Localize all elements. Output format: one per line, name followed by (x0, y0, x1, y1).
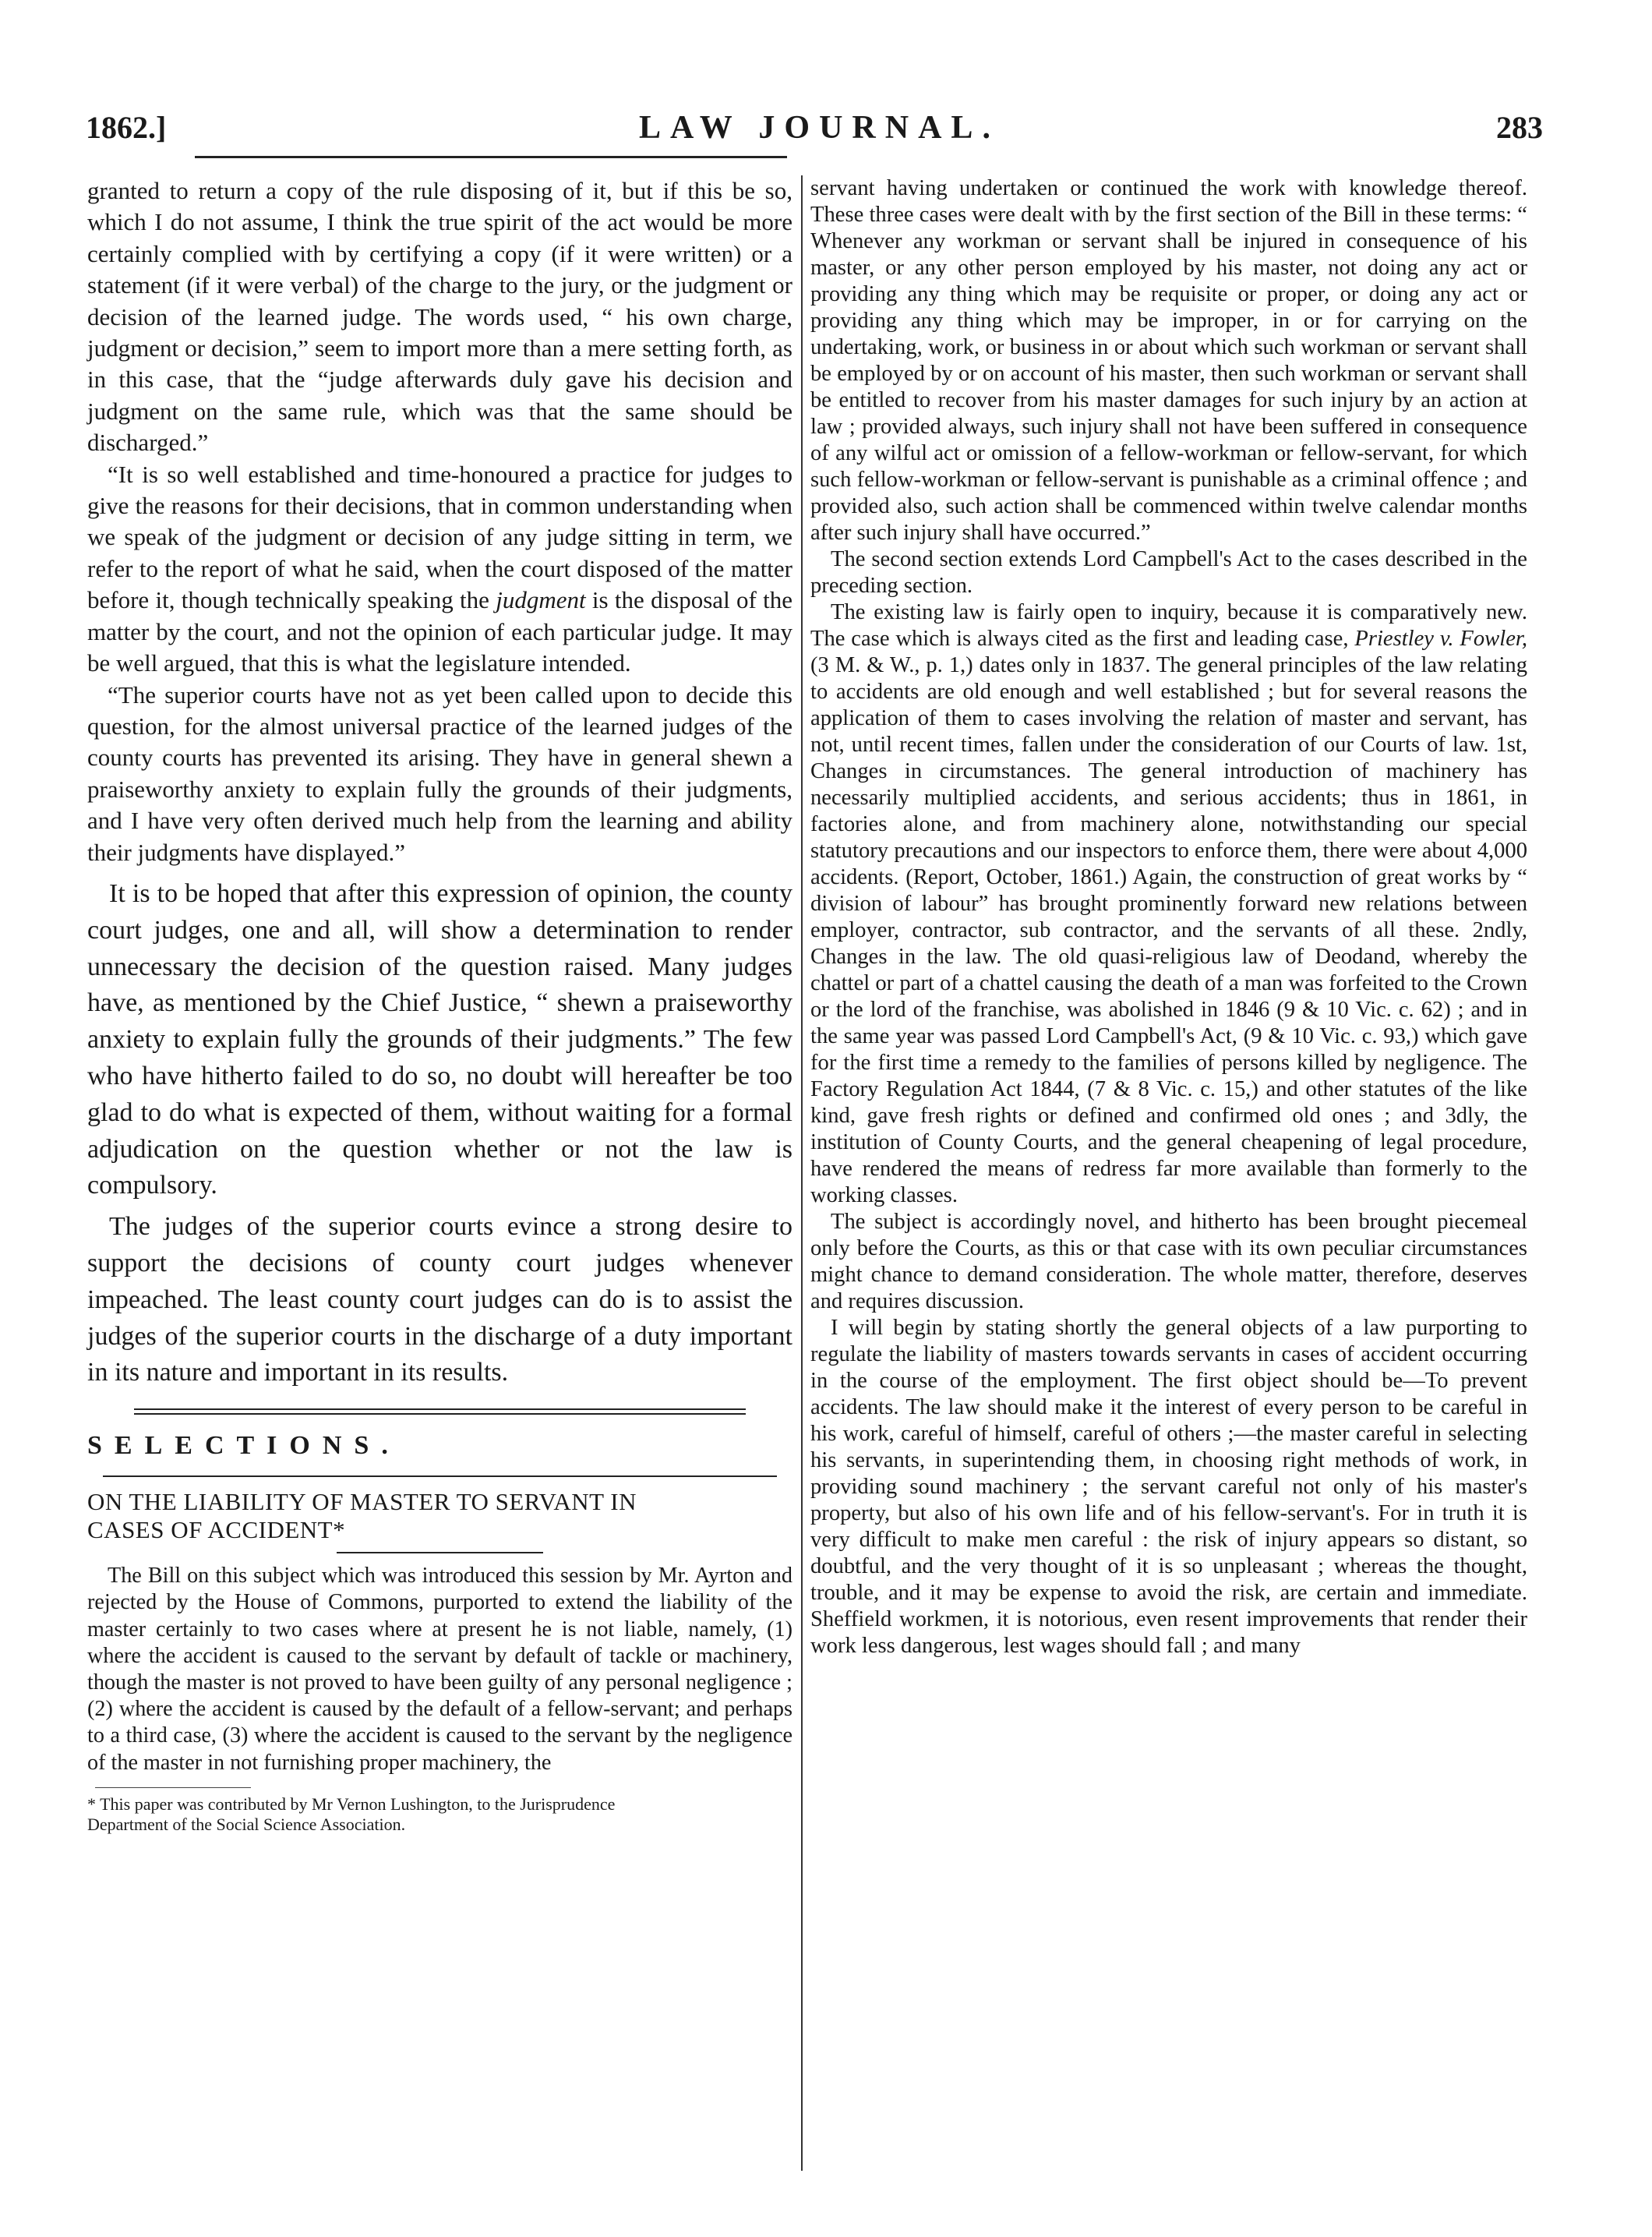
footnote: * This paper was contributed by Mr Vernon Lushington, to the Jurisprudence Department of the Social Science Association. (87, 1793, 616, 1834)
column-divider (801, 175, 803, 2171)
paragraph: “It is so well established and time-honoured a practice for judges to give the reasons for their decisions, that in common understanding when we speak of the judgment or decision of any judge sitting in term, we refer to the report of what he said, when the court disposed of the matter before it, though technically speaking the judgment is the disposal of the matter by the court, and not the opinion of each particular judge. It may be well argued, that this is what the legislature intended. (87, 460, 793, 677)
paragraph: The second section extends Lord Campbell's Act to the cases described in the preceding section. (810, 547, 1527, 598)
page-number: 283 (1496, 110, 1543, 145)
right-column (810, 175, 1527, 1659)
editorial-block (87, 876, 792, 1391)
title-rule (337, 1552, 543, 1553)
paragraph: granted to return a copy of the rule disposing of it, but if this be so, which I do not assume, I think the true spirit of the act would be more certainly complied with by certifying a copy (if it were written) or a statement (if it were verbal) of the charge to the jury, or the judgment or decision of the learned judge. The words used, “ his own charge, judgment or decision,” seem to import more than a mere setting forth, as in this case, that the “judge afterwards duly gave his decision and judgment on the same rule, which was that the same should be discharged.” (87, 177, 792, 457)
section-rule (134, 1408, 746, 1415)
article-title: ON THE LIABILITY OF MASTER TO SERVANT IN CASES OF ACCIDENT* (87, 1488, 637, 1544)
section-heading: SELECTIONS. (87, 1431, 401, 1461)
paragraph: It is to be hoped that after this expression of opinion, the county court judges, one and all, will show a determination to render unnecessary the decision of the question raised. Many judges have, as mentioned by the Chief Justice, “ shewn a praiseworthy anxiety to explain fully the grounds of their judgments.” The few who have hitherto failed to do so, no doubt will hereafter be too glad to do what is expected of them, without waiting for a formal adjudication on the question whether or not the law is compulsory. (87, 878, 792, 1200)
paragraph: The judges of the superior courts evince a strong desire to support the decisions of county court judges whenever impeached. The least county court judges can do is to assist the judges of the superior courts in the discharge of a duty important in its nature and important in its results. (87, 1212, 792, 1387)
header-year: 1862.] (86, 110, 167, 145)
paragraph: servant having undertaken or continued the work with knowledge thereof. These three cases were dealt with by the first section of the Bill in these terms: “ Whenever any workman or servant shall be injured in consequence of his master, or any other person employed by his master, not doing any act or providing any thing which may be requisite or proper, or doing any act or providing any thing which may be improper, in or for carrying on the undertaking, work, or business in or about which such workman or servant shall be employed by or on account of his master, then such workman or servant shall be entitled to recover from his master damages for such injury by an action at law ; provided always, such injury shall not have been suffered in consequence of any wilful act or omission of a fellow-workman or fellow-servant, for which such fellow-workman or fellow-servant is punishable as a criminal offence ; and provided also, such action shall be commenced within twelve calendar months after such injury shall have occurred.” (810, 176, 1527, 545)
article-body-left (87, 1563, 792, 1776)
quoted-judgment-block (87, 175, 792, 868)
left-column (87, 175, 792, 1835)
paragraph: I will begin by stating shortly the general objects of a law purporting to regulate the liability of masters towards servants in cases of accident occurring in the course of the employment. The first object should be—To prevent accidents. The law should make it the interest of every person to be careful in his work, careful of himself, careful of others ;—the master careful in selecting his servants, in superintending them, in choosing right methods of work, in providing sound machinery ; the servant careful not only of his master's property, but also of his own life and of his fellow-servant's. For in truth it is very difficult to make men careful : the risk of injury appears so distant, so doubtful, and the very thought of it is so unpleasant ; whereas the thought, trouble, and it may be expense to avoid the risk, are certain and immediate. Sheffield workmen, it is notorious, even resent improvements that render their work less dangerous, lest wages should fall ; and many (810, 1316, 1527, 1658)
footnote-rule (95, 1787, 251, 1788)
header-rule (195, 156, 787, 158)
header-title: LAW JOURNAL. (639, 110, 1000, 146)
paragraph: The Bill on this subject which was introduced this session by Mr. Ayrton and rejected by the House of Commons, purported to extend the liability of the master certainly to two cases where at present he is not liable, namely, (1) where the accident is caused to the servant by default of tackle or machinery, though the master is not proved to have been guilty of any personal negligence ; (2) where the accident is caused by the default of a fellow-servant; and perhaps to a third case, (3) where the accident is caused to the servant by the negligence of the master in not furnishing proper machinery, the (87, 1564, 792, 1775)
paragraph: The existing law is fairly open to inquiry, because it is comparatively new. The case which is always cited as the first and leading case, Priestley v. Fowler, (3 M. & W., p. 1,) dates only in 1837. The general principles of the law relating to accidents are old enough and well established ; but for several reasons the application of them to cases involving the relation of master and servant, has not, until recent times, fallen under the consideration of our Courts of law. 1st, Changes in circumstances. The general introduction of machinery has necessarily multiplied accidents, and serious accidents; thus in 1861, in factories alone, and from machinery alone, notwithstanding our special statutory precautions and our inspectors to enforce them, there were about 4,000 accidents. (Report, October, 1861.) Again, the construction of great works by “ division of labour” has brought prominently forward new relations between employer, contractor, sub contractor, and the servants of all these. 2ndly, Changes in the law. The old quasi-religious law of Deodand, whereby the chattel or part of a chattel causing the death of a man was forfeited to the Crown or the lord of the franchise, was abolished in 1846 (9 & 10 Vic. c. 62) ; and in the same year was passed Lord Campbell's Act, (9 & 10 Vic. c. 93,) which gave for the first time a remedy to the families of persons killed by negligence. The Factory Regulation Act 1844, (7 & 8 Vic. c. 15,) and other statutes of the like kind, gave fresh rights or defined and confirmed old ones ; and 3dly, the institution of County Courts, and the general cheapening of legal procedure, have rendered the means of redress far more available than formerly to the working classes. (810, 600, 1527, 1207)
paragraph: “The superior courts have not as yet been called upon to decide this question, for the almost universal practice of the learned judges of the county courts has prevented its arising. They have in general shewn a praiseworthy anxiety to explain fully the grounds of their judgments, and I have very often derived much help from the learning and ability their judgments have displayed.” (87, 680, 792, 866)
paragraph: The subject is accordingly novel, and hitherto has been brought piecemeal only before the Courts, as this or that case with its own peculiar circumstances might chance to demand consideration. The whole matter, therefore, deserves and requires discussion. (810, 1210, 1527, 1313)
section-rule (103, 1475, 777, 1477)
